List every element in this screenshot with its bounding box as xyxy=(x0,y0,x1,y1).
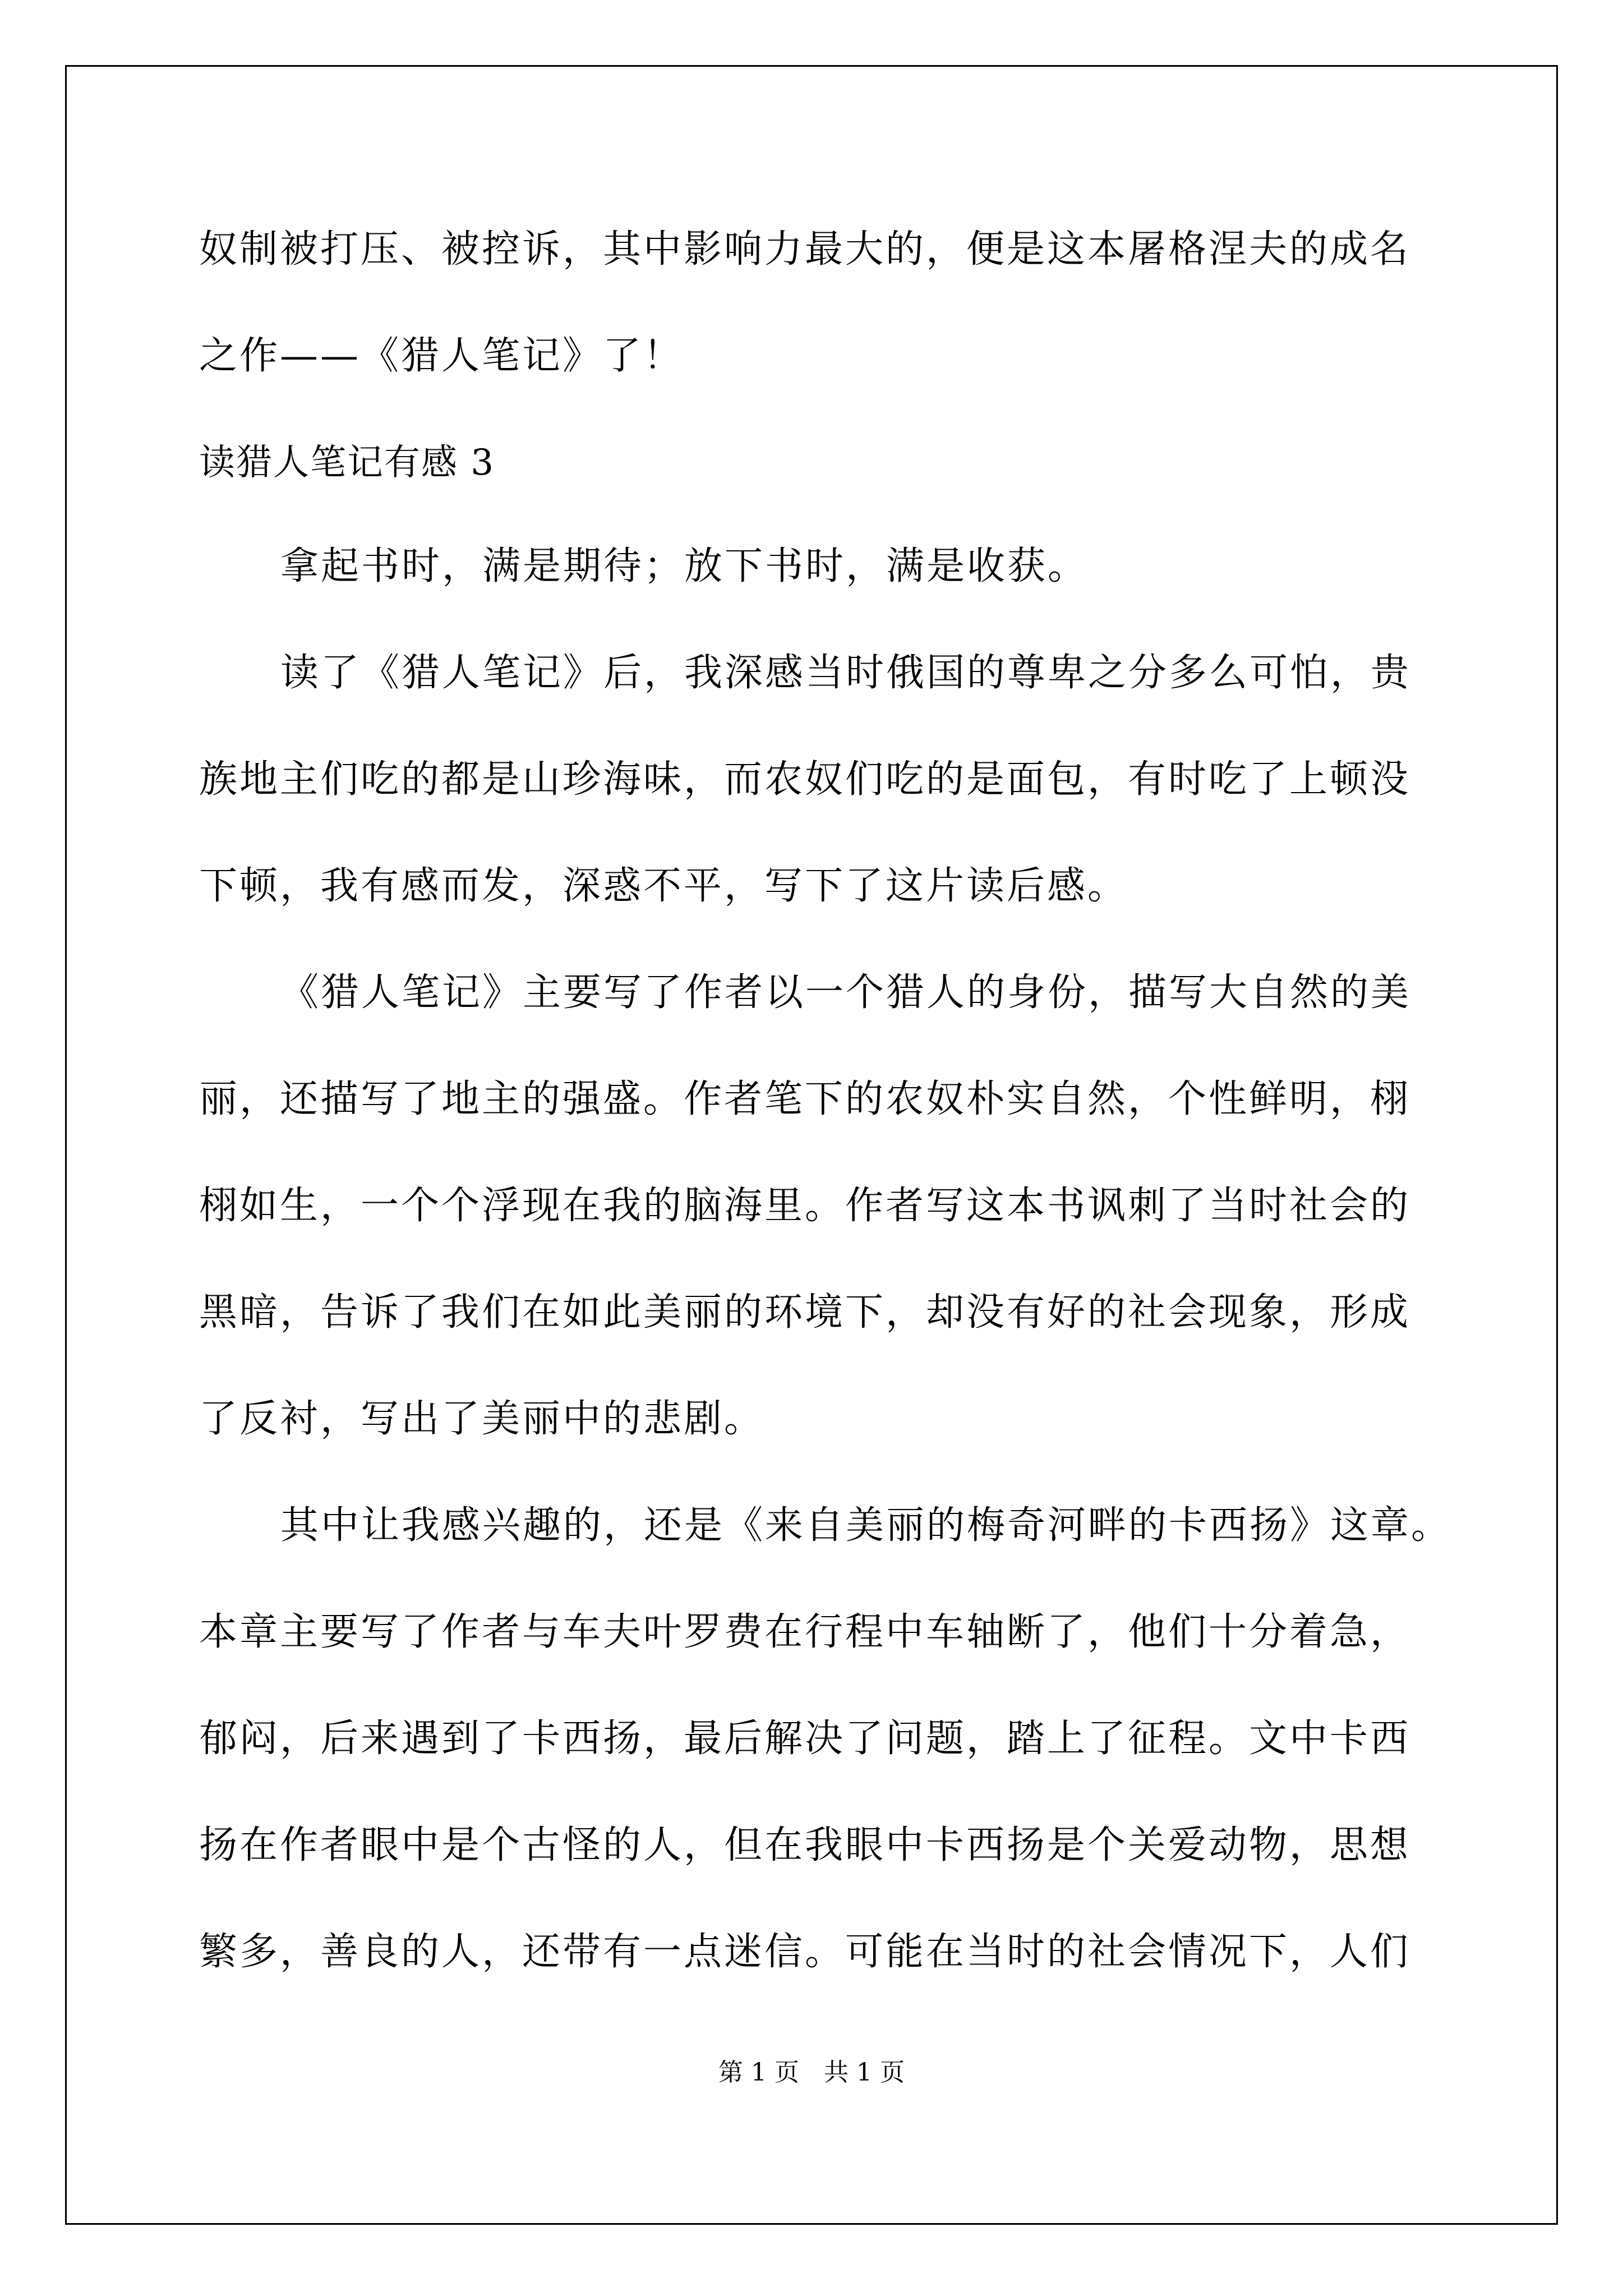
text-line: 读了《猎人笔记》后，我深感当时俄国的尊卑之分多么可怕，贵 xyxy=(280,651,1412,695)
text-line: 丽，还描写了地主的强盛。作者笔下的农奴朴实自然，个性鲜明，栩 xyxy=(199,1077,1411,1121)
section-heading: 读猎人笔记有感 3 xyxy=(199,442,495,484)
text-line: 郁闷，后来遇到了卡西扬，最后解决了问题，踏上了征程。文中卡西 xyxy=(199,1717,1411,1761)
text-line: 《猎人笔记》主要写了作者以一个猎人的身份，描写大自然的美 xyxy=(280,970,1412,1015)
text-line: 下顿，我有感而发，深惑不平，写下了这片读后感。 xyxy=(199,864,1128,908)
text-line: 之作——《猎人笔记》了！ xyxy=(199,334,684,378)
text-line: 扬在作者眼中是个古怪的人，但在我眼中卡西扬是个关爱动物，思想 xyxy=(199,1823,1411,1867)
text-line: 族地主们吃的都是山珍海味，而农奴们吃的是面包，有时吃了上顿没 xyxy=(199,757,1411,802)
text-line: 黑暗，告诉了我们在如此美丽的环境下，却没有好的社会现象，形成 xyxy=(199,1290,1411,1335)
page-footer: 第 1 页 共 1 页 xyxy=(718,2058,905,2087)
text-line: 奴制被打压、被控诉，其中影响力最大的，便是这本屠格涅夫的成名 xyxy=(199,227,1411,272)
text-line: 繁多，善良的人，还带有一点迷信。可能在当时的社会情况下，人们 xyxy=(199,1930,1411,1974)
text-line: 拿起书时，满是期待；放下书时，满是收获。 xyxy=(280,544,1089,588)
text-line: 栩如生，一个个浮现在我的脑海里。作者写这本书讽刺了当时社会的 xyxy=(199,1184,1411,1228)
text-line: 本章主要写了作者与车夫叶罗费在行程中车轴断了，他们十分着急， xyxy=(199,1610,1411,1654)
page-border xyxy=(65,65,1558,2225)
text-line: 其中让我感兴趣的，还是《来自美丽的梅奇河畔的卡西扬》这章。 xyxy=(280,1503,1452,1548)
text-line: 了反衬，写出了美丽中的悲剧。 xyxy=(199,1397,765,1441)
